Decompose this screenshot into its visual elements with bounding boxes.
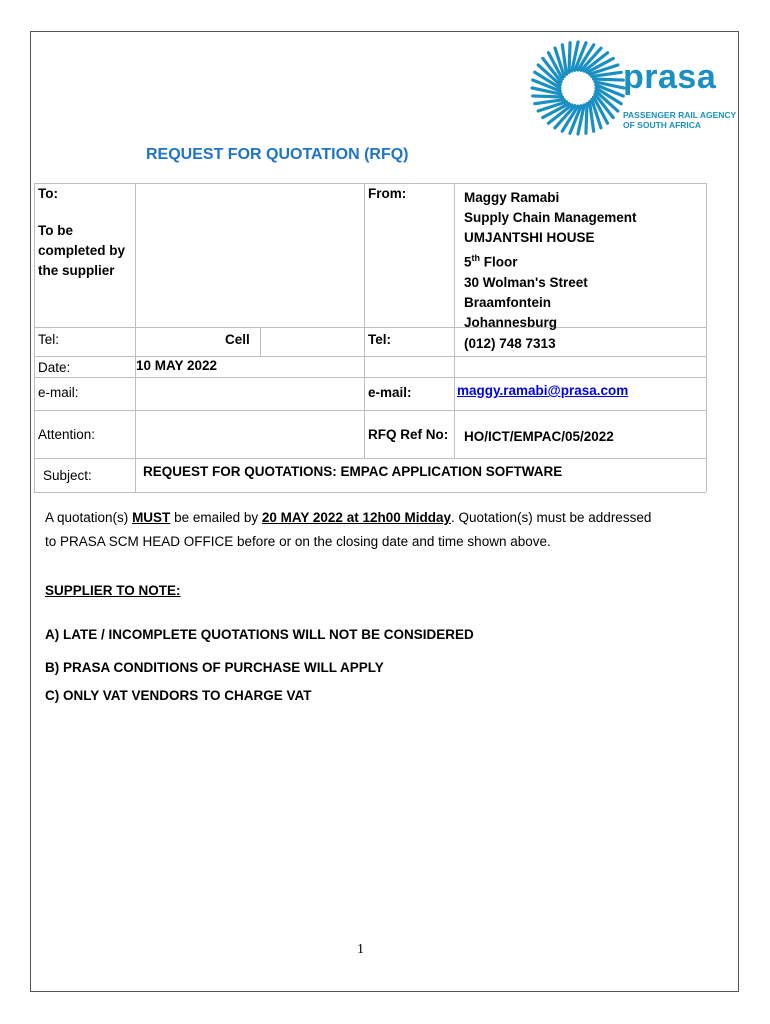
page-number: 1 <box>357 942 364 957</box>
attention-label: Attention: <box>38 427 96 442</box>
from-label: From: <box>368 186 407 201</box>
logo-wordmark: prasa <box>623 58 717 96</box>
rfq-ref-value: HO/ICT/EMPAC/05/2022 <box>464 429 614 444</box>
rfq-ref-label: RFQ Ref No: <box>368 427 449 442</box>
email-label-right: e-mail: <box>368 385 412 400</box>
cell-label: Cell <box>225 332 250 347</box>
email-label: e-mail: <box>38 385 79 400</box>
to-label: To: <box>38 186 58 201</box>
to-supplier-note: To be completed by the supplier <box>38 223 126 278</box>
instruction-line-2: to PRASA SCM HEAD OFFICE before or on the closing date and time shown above. <box>45 534 551 549</box>
tel-label-right: Tel: <box>368 332 391 347</box>
prasa-logo-icon <box>528 38 628 138</box>
notes-heading: SUPPLIER TO NOTE: <box>45 583 181 598</box>
instruction-line-1: A quotation(s) MUST be emailed by 20 MAY 2022 at 12h00 Midday. Quotation(s) must be addressed <box>45 510 652 525</box>
logo-subtitle: PASSENGER RAIL AGENCY OF SOUTH AFRICA <box>623 110 737 130</box>
tel-label: Tel: <box>38 332 60 347</box>
note-item: C) ONLY VAT VENDORS TO CHARGE VAT <box>45 688 312 703</box>
note-item: A) LATE / INCOMPLETE QUOTATIONS WILL NOT BE CONSIDERED <box>45 627 474 642</box>
subject-value: REQUEST FOR QUOTATIONS: EMPAC APPLICATION SOFTWARE <box>143 464 563 479</box>
subject-label: Subject: <box>43 468 92 483</box>
date-label: Date: <box>38 360 71 375</box>
tel-value: (012) 748 7313 <box>464 336 556 351</box>
page-title: REQUEST FOR QUOTATION (RFQ) <box>146 146 409 163</box>
email-link[interactable]: maggy.ramabi@prasa.com <box>457 383 629 398</box>
from-address: Maggy Ramabi Supply Chain Management UMJANTSHI HOUSE 5th Floor 30 Wolman's Street Braamfontein Johannesburg <box>464 190 637 330</box>
date-value: 10 MAY 2022 <box>136 358 218 373</box>
note-item: B) PRASA CONDITIONS OF PURCHASE WILL APPLY <box>45 660 384 675</box>
